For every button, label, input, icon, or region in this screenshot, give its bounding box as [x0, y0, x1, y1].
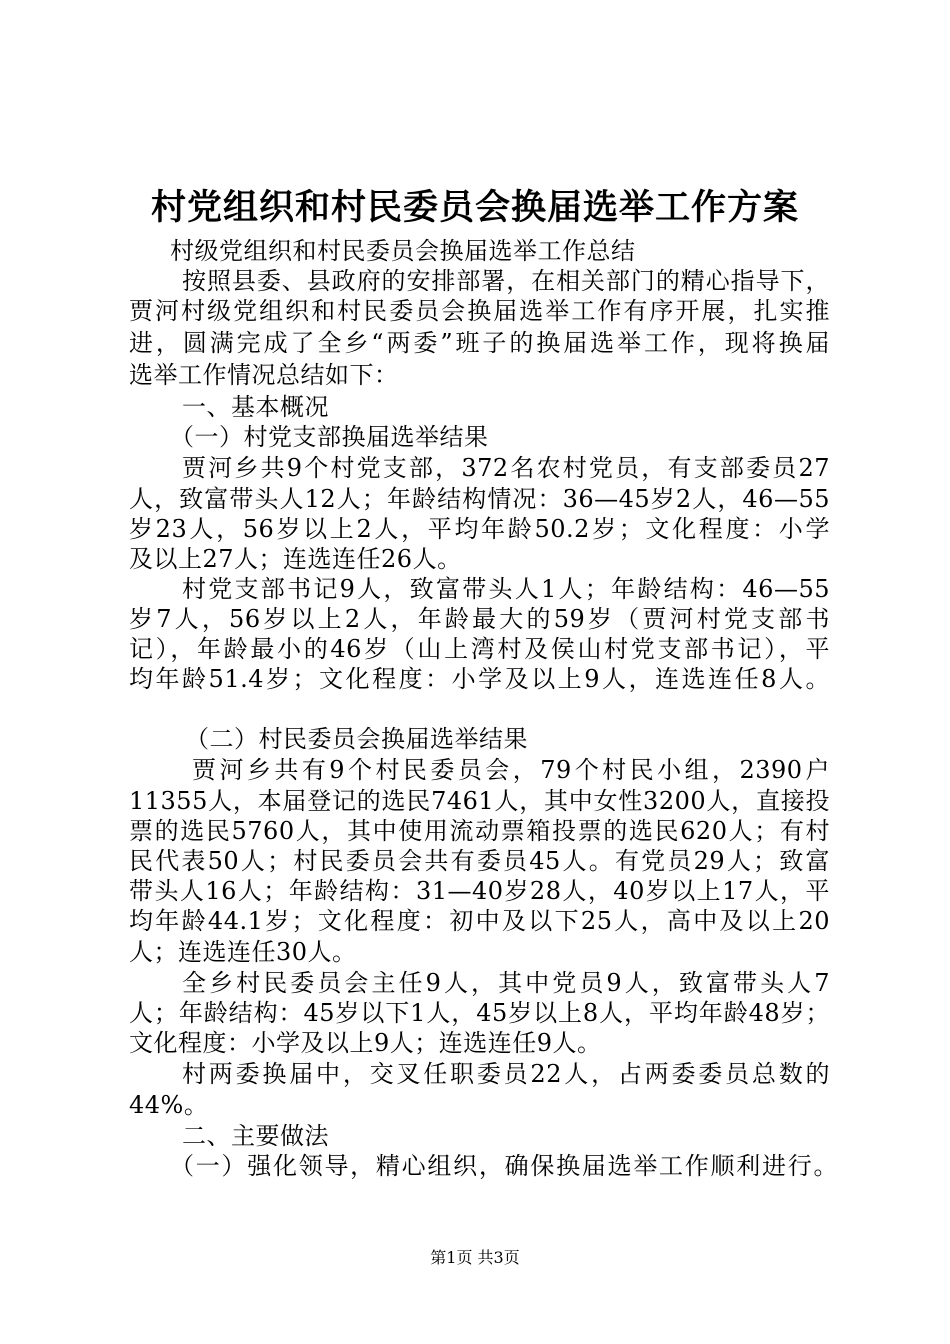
section-heading: 一、基本概况	[182, 393, 329, 421]
paragraph-line: 村党支部书记9人，致富带头人1人；年龄结构：46—55	[182, 575, 830, 603]
paragraph-line: 均年龄51.4岁；文化程度：小学及以上9人，连选连任8人。	[129, 665, 830, 693]
paragraph-line: 按照县委、县政府的安排部署，在相关部门的精心指导下，	[182, 267, 830, 295]
paragraph-line: 贾河村级党组织和村民委员会换届选举工作有序开展，扎实推	[129, 297, 830, 325]
paragraph-line: 村两委换届中，交叉任职委员22人，占两委委员总数的	[182, 1060, 830, 1088]
subsection-heading: （二）村民委员会换届选举结果	[185, 725, 528, 753]
paragraph-line: 均年龄44.1岁；文化程度：初中及以下25人，高中及以上20	[129, 907, 830, 935]
paragraph-line: 选举工作情况总结如下：	[129, 361, 399, 389]
paragraph-line: 人，致富带头人12人；年龄结构情况：36—45岁2人，46—55	[129, 485, 830, 513]
paragraph-line: 票的选民5760人，其中使用流动票箱投票的选民620人；有村	[129, 817, 830, 845]
paragraph-line: 带头人16人；年龄结构：31—40岁28人，40岁以上17人，平	[129, 877, 830, 905]
paragraph-line: 民代表50人；村民委员会共有委员45人。有党员29人；致富	[129, 847, 830, 875]
section-heading: 二、主要做法	[182, 1122, 329, 1150]
paragraph-line: 及以上27人；连选连任26人。	[129, 545, 462, 573]
paragraph-line: 岁7人，56岁以上2人，年龄最大的59岁（贾河村党支部书	[129, 605, 830, 633]
paragraph-line: 记），年龄最小的46岁（山上湾村及侯山村党支部书记），平	[129, 635, 830, 663]
paragraph-line: 人；年龄结构：45岁以下1人，45岁以上8人，平均年龄48岁；	[129, 999, 830, 1027]
paragraph-line: 人；连选连任30人。	[129, 938, 357, 966]
subtitle-line: 村级党组织和村民委员会换届选举工作总结	[170, 237, 636, 265]
paragraph-line: 贾河乡共有9个村民委员会，79个村民小组，2390户	[192, 756, 830, 784]
paragraph-line: 全乡村民委员会主任9人，其中党员9人，致富带头人7	[182, 969, 830, 997]
document-title: 村党组织和村民委员会换届选举工作方案	[150, 187, 799, 228]
paragraph-line: 44%。	[129, 1091, 209, 1119]
paragraph-line: 岁23人，56岁以上2人，平均年龄50.2岁；文化程度：小学	[129, 515, 830, 543]
subsection-heading: （一）强化领导，精心组织，确保换届选举工作顺利进行。	[170, 1152, 838, 1180]
paragraph-line: 文化程度：小学及以上9人；连选连任9人。	[129, 1029, 602, 1057]
paragraph-line: 进，圆满完成了全乡“两委”班子的换届选举工作，现将换届	[129, 329, 830, 357]
subsection-heading: （一）村党支部换届选举结果	[170, 423, 489, 451]
paragraph-line: 11355人，本届登记的选民7461人，其中女性3200人，直接投	[129, 787, 830, 815]
page-number-footer: 第1页 共3页	[430, 1248, 520, 1267]
paragraph-line: 贾河乡共9个村党支部，372名农村党员，有支部委员27	[182, 454, 830, 482]
